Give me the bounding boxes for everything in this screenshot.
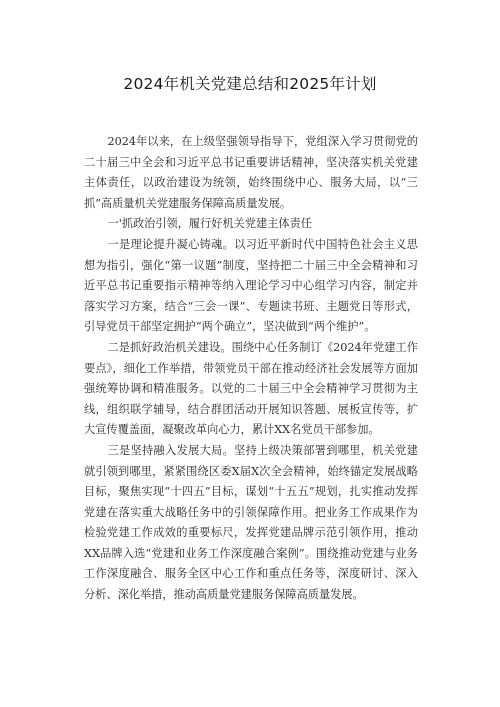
body-paragraph: 一是理论提升凝心铸魂。以习近平新时代中国特色社会主义思想为指引，强化“第一议题”制度，坚持把二十届三中全会精神和习近平总书记重要指示精神等纳入理论学习中心组学习内容，制定并落实学习方案，结合“三会一课”、专题读书班、主题党日等形式，引导党员干部坚定拥护“两个确立”，坚决做到“两个维护”。 [84, 237, 418, 334]
intro-paragraph: 2024年以来，在上级坚强领导指导下，党组深入学习贯彻党的二十届三中全会和习近平总书记重要讲话精神，坚决落实机关党建主体责任，以政治建设为统领，始终围绕中心、服务大局，以“三抓”高质量机关党建服务保障高质量发展。 [84, 135, 418, 210]
body-paragraph: 二是抓好政治机关建设。围绕中心任务制订《2024年党建工作要点》，细化工作举措，带领党员干部在推动经济社会发展等方面加强统筹协调和精准服务。以党的二十届三中全会精神学习贯彻为主线，组织联学辅导，结合群团活动开展知识答题、展板宣传等，扩大宣传覆盖面，凝聚改革向心力，累计XX名党员干部参加。 [84, 340, 418, 437]
section-heading: 一'抓政治引领，履行好机关党建主体责任 [107, 217, 312, 231]
document-body [84, 132, 418, 606]
body-paragraph: 三是坚持融入发展大局。坚持上级决策部署到哪里，机关党建就引领到哪里，紧紧围绕区委X届X次全会精神，始终锚定发展战略目标，聚焦实现“十四五”目标，谋划“十五五”规划，扎实推动发挥党建在落实重大战略任务中的引领保障作用。把业务工作成果作为检验党建工作成效的重要标尺，发挥党建品牌示范引领作用，推动XX品牌入选“党建和业务工作深度融合案例”。围绕推动党建与业务工作深度融合、服务全区中心工作和重点任务等，深度研讨、深入分析、深化举措，推动高质量党建服务保障高质量发展。 [84, 443, 418, 602]
document-title: 2024年机关党建总结和2025年计划 [123, 75, 377, 93]
